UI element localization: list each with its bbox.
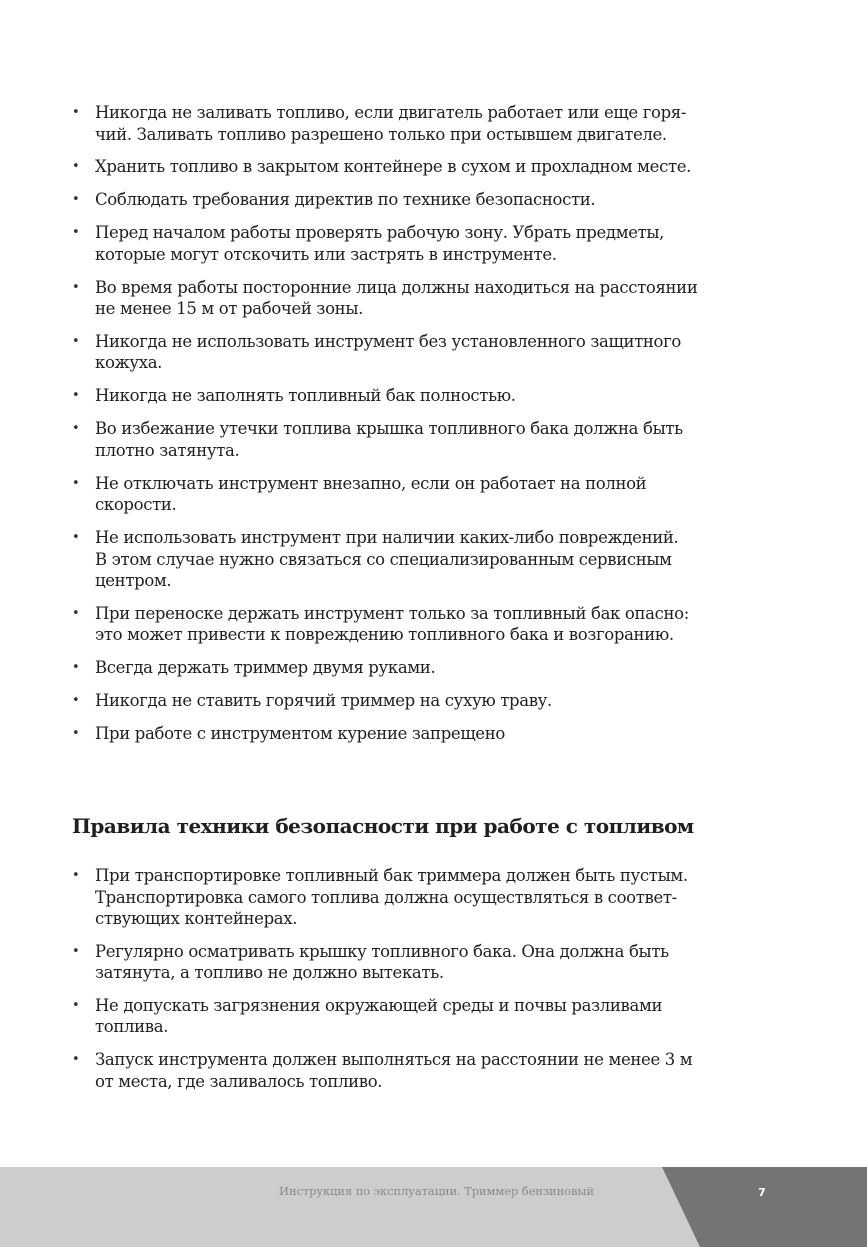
list-item: • Регулярно осматривать крышку топливного бака. Она должна быть затянута, а топливо не должно вытекать. (72, 941, 772, 984)
list-item: • Соблюдать требования директив по технике безопасности. (72, 189, 772, 211)
list-item: • При транспортировке топливный бак триммера должен быть пустым. Транспортировка самого топлива должна осуществляться в соответ- ствующих контейнерах. (72, 865, 772, 930)
list-item: • Всегда держать триммер двумя руками. (72, 657, 772, 679)
list-item: • При работе с инструментом курение запрещено (72, 723, 772, 745)
safety-rules-list (72, 102, 772, 756)
list-item: • Никогда не использовать инструмент без установленного защитного кожуха. (72, 331, 772, 374)
list-item: • При переноске держать инструмент только за топливный бак опасно: это может привести к повреждению топливного бака и возгоранию. (72, 603, 772, 646)
list-item: • Во время работы посторонние лица должны находиться на расстоянии не менее 15 м от рабочей зоны. (72, 277, 772, 320)
list-item: • Не использовать инструмент при наличии каких-либо повреждений. В этом случае нужно связаться со специализированным сервисным центром. (72, 527, 772, 592)
page-footer (0, 1167, 867, 1247)
section-heading: Правила техники безопасности при работе с топливом (72, 814, 694, 838)
list-item: • Во избежание утечки топлива крышка топливного бака должна быть плотно затянута. (72, 418, 772, 461)
list-item: • Никогда не ставить горячий триммер на сухую траву. (72, 690, 772, 712)
list-item: • Перед началом работы проверять рабочую зону. Убрать предметы, которые могут отскочить или застрять в инструменте. (72, 222, 772, 265)
list-item: • Хранить топливо в закрытом контейнере в сухом и прохладном месте. (72, 156, 772, 178)
page-number: 7 (758, 1186, 766, 1199)
list-item: • Не допускать загрязнения окружающей среды и почвы разливами топлива. (72, 995, 772, 1038)
list-item: • Никогда не заполнять топливный бак полностью. (72, 385, 772, 407)
list-item: • Запуск инструмента должен выполняться на расстоянии не менее 3 м от места, где заливалось топливо. (72, 1049, 772, 1092)
footer-accent-shape (0, 1167, 867, 1247)
footer-document-title: Инструкция по эксплуатации. Триммер бензиновый (279, 1184, 594, 1198)
fuel-safety-list (72, 865, 772, 1103)
list-item: • Никогда не заливать топливо, если двигатель работает или еще горя- чий. Заливать топливо разрешено только при остывшем двигателе. (72, 102, 772, 145)
list-item: • Не отключать инструмент внезапно, если он работает на полной скорости. (72, 473, 772, 516)
